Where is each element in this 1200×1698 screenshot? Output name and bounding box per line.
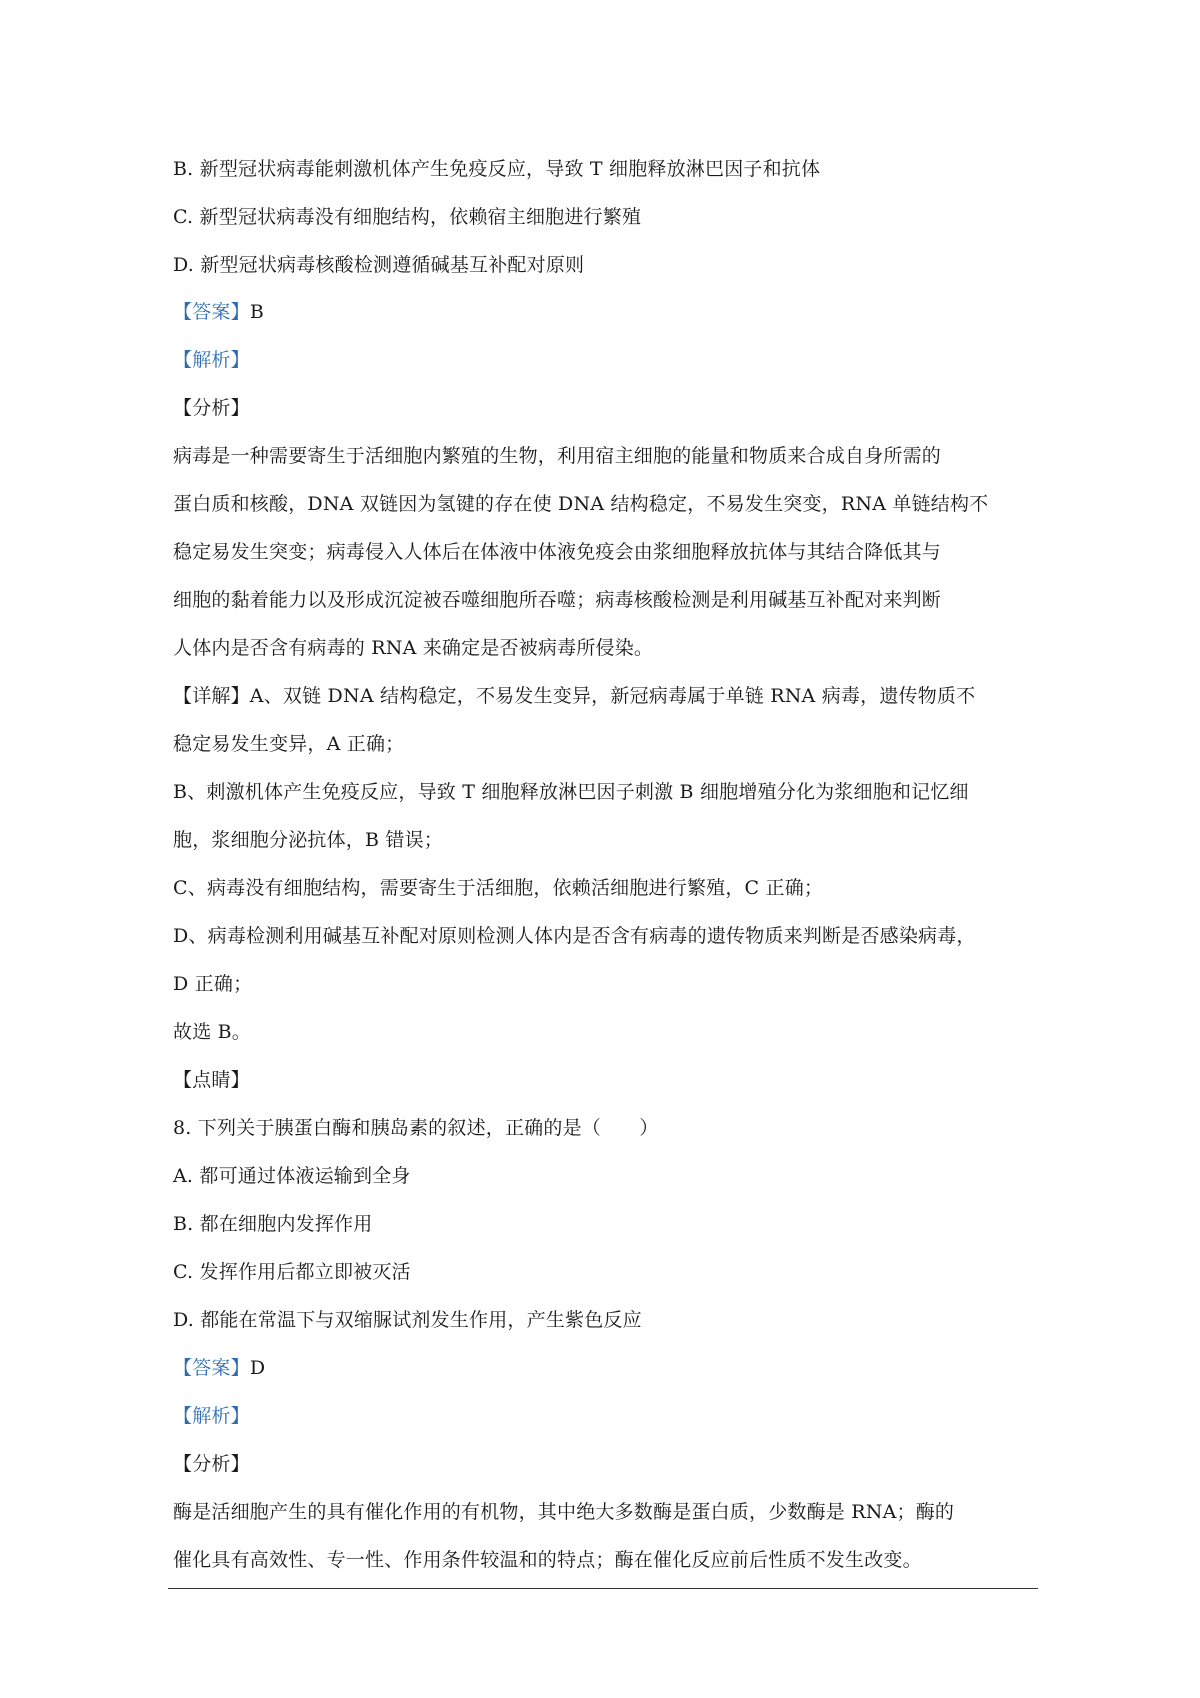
q7-answer [173,300,1053,324]
q7-dianjing-tag: 【点睛】 [173,1069,250,1091]
q7-xiangjie-line: D 正确； [173,973,253,995]
q7-xiangjie-line: 故选 B。 [173,1021,252,1043]
q7-xiangjie-line: D、病毒检测利用碱基互补配对原则检测人体内是否含有病毒的遗传物质来判断是否感染病毒， [173,925,976,947]
q7-answer-tag: 【答案】 [173,301,250,323]
q7-xiangjie-line: C、病毒没有细胞结构，需要寄生于活细胞，依赖活细胞进行繁殖，C 正确； [173,877,824,899]
q7-xiangjie-line: 胞，浆细胞分泌抗体，B 错误； [173,829,444,851]
q8-option-c: C. 发挥作用后都立即被灭活 [173,1261,411,1283]
q8-option-b: B. 都在细胞内发挥作用 [173,1213,373,1235]
footer-divider [168,1588,1038,1589]
q8-jiexi-tag: 【解析】 [173,1405,250,1427]
q8-fenxi-line: 催化具有高效性、专一性、作用条件较温和的特点；酶在催化反应前后性质不发生改变。 [173,1549,922,1571]
q7-fenxi-line: 人体内是否含有病毒的 RNA 来确定是否被病毒所侵染。 [173,637,654,659]
q8-fenxi-tag: 【分析】 [173,1453,250,1475]
q8-option-d: D. 都能在常温下与双缩脲试剂发生作用，产生紫色反应 [173,1309,642,1331]
q7-answer-value: B [249,301,264,323]
q7-option-b: B. 新型冠状病毒能刺激机体产生免疫反应，导致 T 细胞释放淋巴因子和抗体 [173,158,821,180]
q8-stem: 8. 下列关于胰蛋白酶和胰岛素的叙述，正确的是（ ） [173,1117,659,1139]
q7-fenxi-line: 稳定易发生突变；病毒侵入人体后在体液中体液免疫会由浆细胞释放抗体与其结合降低其与 [173,541,942,563]
q7-xiangjie-line: B、刺激机体产生免疫反应，导致 T 细胞释放淋巴因子刺激 B 细胞增殖分化为浆细胞和记忆细 [173,781,969,803]
q7-fenxi-line: 蛋白质和核酸，DNA 双链因为氢键的存在使 DNA 结构稳定，不易发生突变，RNA 单链结构不 [173,493,989,515]
q7-xiangjie-line: 【详解】A、双链 DNA 结构稳定，不易发生变异，新冠病毒属于单链 RNA 病毒，遗传物质不 [173,685,976,707]
q8-answer [173,1356,1053,1380]
q8-answer-value: D [249,1357,266,1379]
q8-option-a: A. 都可通过体液运输到全身 [173,1165,411,1187]
q7-jiexi-tag: 【解析】 [173,349,250,371]
q7-xiangjie-line: 稳定易发生变异，A 正确； [173,733,405,755]
q7-fenxi-tag: 【分析】 [173,397,250,419]
q7-fenxi-line: 病毒是一种需要寄生于活细胞内繁殖的生物，利用宿主细胞的能量和物质来合成自身所需的 [173,445,942,467]
q8-fenxi-line: 酶是活细胞产生的具有催化作用的有机物，其中绝大多数酶是蛋白质，少数酶是 RNA；酶的 [173,1501,955,1523]
q8-answer-tag: 【答案】 [173,1357,250,1379]
q7-option-c: C. 新型冠状病毒没有细胞结构，依赖宿主细胞进行繁殖 [173,206,642,228]
q7-option-d: D. 新型冠状病毒核酸检测遵循碱基互补配对原则 [173,254,585,276]
q7-fenxi-line: 细胞的黏着能力以及形成沉淀被吞噬细胞所吞噬；病毒核酸检测是利用碱基互补配对来判断 [173,589,942,611]
